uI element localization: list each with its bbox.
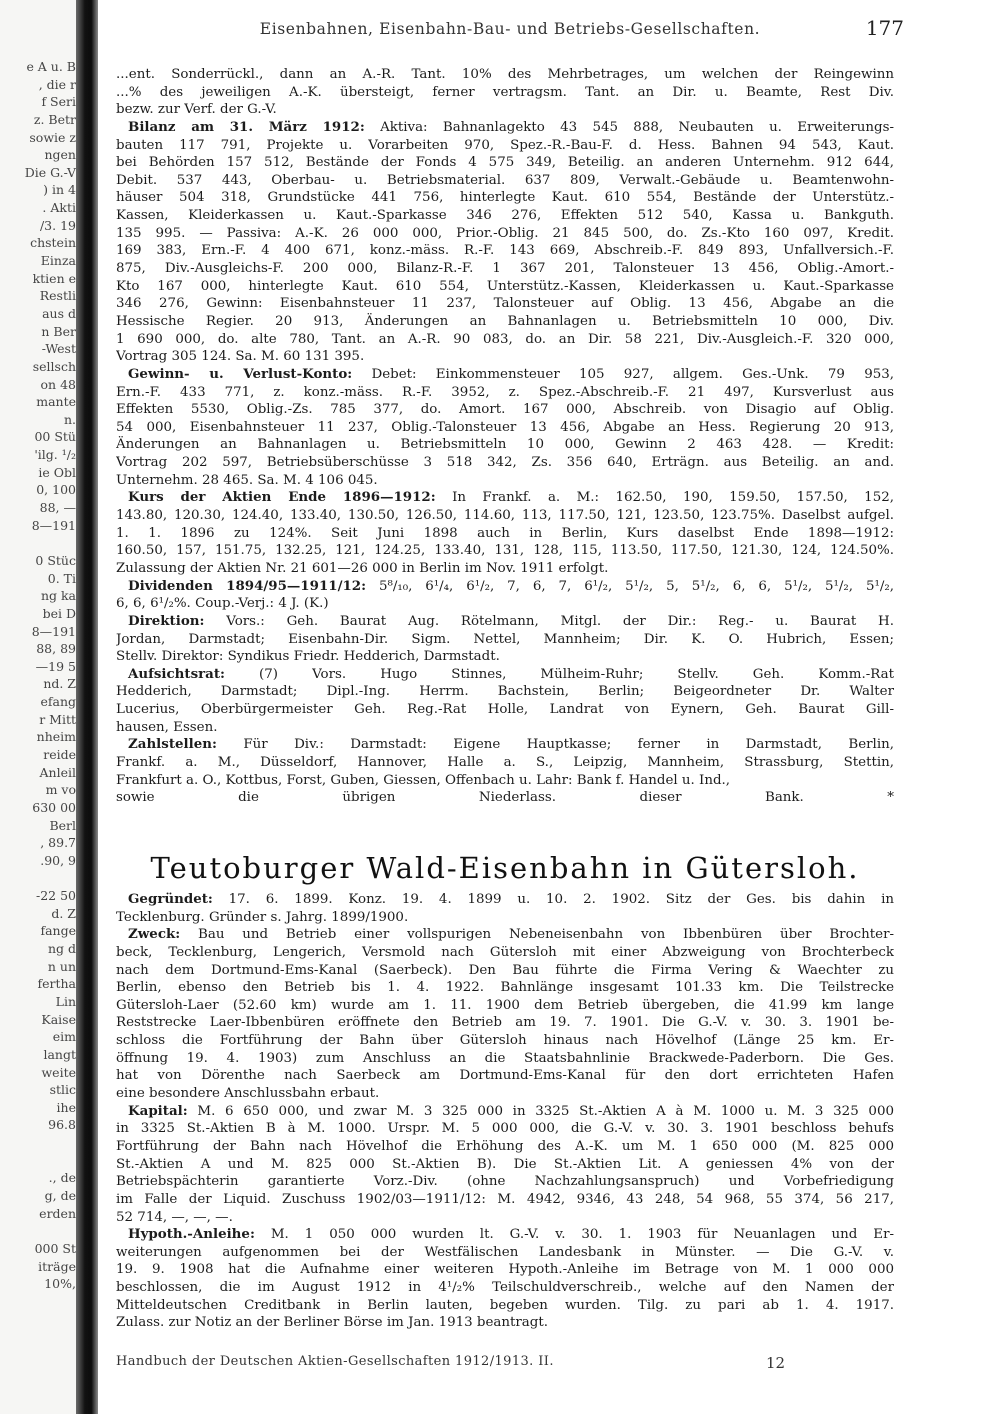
text-line: Reststrecke Laer-Ibbenbüren eröffnete den Betrieb am 19. 7. 1901. Die G.-V. v. 30. 3. 1901 be- xyxy=(116,1015,894,1031)
page-number: 177 xyxy=(865,16,904,40)
entry-keyword: Direktion: xyxy=(128,612,205,629)
adjacent-page-fragment: 000 St xyxy=(34,1240,76,1256)
text-line: Debit. 537 443, Oberbau- u. Betriebsmaterial. 637 809, Verwalt.-Gebäude u. Beamtenwohn- xyxy=(116,172,894,188)
text-line: Gütersloh-Laer (52.60 km) wurde am 1. 11. 1900 dem Betrieb übergeben, die 41.99 km lange xyxy=(116,997,894,1013)
adjacent-page-fragment: erden xyxy=(39,1205,76,1221)
text-line: Hessische Regier. 20 913, Änderungen an Bahnanlagen u. Betriebsmitteln 10 000, Div. xyxy=(116,313,894,329)
text-line: Betriebspächterin garantierte Vorz.-Div. (ohne Nachzahlungsanspruch) und Vorbefriedigung xyxy=(116,1174,894,1190)
adjacent-page-fragment: .90, 9 xyxy=(40,852,76,868)
adjacent-page-fragment: f Seri xyxy=(41,94,76,110)
adjacent-page-fragment: ngen xyxy=(44,147,76,163)
adjacent-page-fragment: nheim xyxy=(36,729,76,745)
running-header xyxy=(116,16,904,46)
text-line: 875, Div.-Ausgleichs-F. 200 000, Bilanz-R.-F. 1 367 201, Talonsteuer 13 456, Oblig.-Amort.- xyxy=(116,261,894,277)
text-line: Zulassung der Aktien Nr. 21 601—26 000 in Berlin im Nov. 1911 erfolgt. xyxy=(116,560,609,576)
text-line: im Falle der Liquid. Zuschuss 1902/03—1911/12: M. 4942, 9346, 43 248, 54 968, 55 374, 56 217, xyxy=(116,1191,894,1207)
adjacent-page-fragment: 96.8 xyxy=(48,1117,76,1133)
text-line: Änderungen an Bahnanlagen u. Betriebsmitteln 10 000, Gewinn 2 463 428. — Kredit: xyxy=(116,437,894,453)
text-line: ...ent. Sonderrückl., dann an A.-R. Tant. 10% des Mehrbetrages, um welchen der Reingewinn xyxy=(116,67,894,82)
adjacent-page-fragment: ktien e xyxy=(32,270,76,286)
text-line: Bilanz am 31. März 1912: Aktiva: Bahnanlagekto 43 545 888, Neubauten u. Erweiterungs- xyxy=(128,118,894,135)
adjacent-page-text-fragments xyxy=(0,58,80,1293)
text-line: Dividenden 1894/95—1911/12: 5⁸/₁₀, 6¹/₄, 6¹/₂, 7, 6, 7, 6¹/₂, 5¹/₂, 5, 5¹/₂, 6, 6, 5¹/₂, 5¹/₂, 5¹/₂, xyxy=(128,577,894,594)
adjacent-page-fragment: on 48 xyxy=(40,376,76,392)
text-line: ...% des jeweiligen A.-K. übersteigt, ferner vertragsm. Tant. an Dir. u. Beamte, Rest Div. xyxy=(116,84,894,100)
text-line: sowie die übrigen Niederlass. dieser Bank. * xyxy=(116,790,894,806)
adjacent-page-fragment: mante xyxy=(36,394,76,410)
adjacent-page-fragment: . Akti xyxy=(42,200,76,216)
text-line: 1. 1. 1896 zu 124%. Seit Juni 1898 auch in Berlin, Kurs daselbst Ende 1898—1912: xyxy=(116,525,894,541)
adjacent-page-fragment: iträge xyxy=(38,1258,76,1274)
text-line: Effekten 5530, Oblig.-Zs. 785 377, do. Amort. 167 000, Abschreib. von Disagio auf Oblig. xyxy=(116,402,894,418)
adjacent-page-fragment: Berl xyxy=(49,817,76,833)
adjacent-page-fragment: e A u. B xyxy=(26,59,76,74)
entry-keyword: Gewinn- u. Verlust-Konto: xyxy=(128,365,353,382)
adjacent-page-fragment: sellsch xyxy=(32,358,76,374)
company-entry-continued xyxy=(116,66,894,807)
text-line: 1 690 000, do. alte 780, Tant. an A.-R. 90 083, do. an Dir. 58 221, Div.-Ausgleich.-F. 320 000, xyxy=(116,331,894,347)
adjacent-page-margin xyxy=(0,0,86,1414)
text-line: nach dem Dortmund-Ems-Kanal (Saerbeck). Den Bau führte die Firma Vering & Waechter zu xyxy=(116,962,894,978)
adjacent-page-fragment: n Ber xyxy=(41,323,76,339)
adjacent-page-fragment xyxy=(0,1134,80,1152)
text-line: Ern.-F. 433 771, z. konz.-mäss. R.-F. 3952, z. Spez.-Abschreib.-F. 21 497, Kursverlust aus xyxy=(116,384,894,400)
adjacent-page-fragment: 'ilg. ¹/₂ xyxy=(34,447,76,463)
adjacent-page-fragment: —19 5 xyxy=(35,658,76,674)
adjacent-page-fragment: 0 Stüc xyxy=(35,552,76,568)
adjacent-page-fragment xyxy=(0,1222,80,1240)
text-line: Aufsichtsrat: (7) Vors. Hugo Stinnes, Mülheim-Ruhr; Stellv. Geh. Komm.-Rat xyxy=(128,665,894,682)
text-line: häuser 504 318, Grundstücke 441 756, hinterlegte Kaut. 610 554, Bestände der Unterstütz.- xyxy=(116,190,894,206)
text-line: bauten 117 791, Projekte u. Vorarbeiten 970, Spez.-R.-Bau-F. d. Hess. Bahnen 94 543, Kaut. xyxy=(116,137,894,153)
adjacent-page-fragment: n. xyxy=(63,411,76,427)
adjacent-page-fragment: ., de xyxy=(48,1170,76,1186)
adjacent-page-fragment: weite xyxy=(41,1064,76,1080)
text-line: hat von Dörenthe nach Saerbeck am Dortmund-Ems-Kanal für den dort errichteten Hafen xyxy=(116,1068,894,1084)
adjacent-page-fragment: -22 50 xyxy=(35,888,76,904)
adjacent-page-fragment: sowie z xyxy=(29,129,76,145)
adjacent-page-fragment: 88, 89 xyxy=(36,641,76,657)
footer-signature-mark: 12 xyxy=(766,1354,786,1372)
adjacent-page-fragment: 8—191 xyxy=(31,517,76,533)
text-line: bei Behörden 157 512, Bestände der Fonds 4 575 349, Beteilig. an anderen Unternehm. 912 644, xyxy=(116,155,894,171)
text-line: 19. 9. 1908 hat die Aufnahme einer weiteren Hypoth.-Anleihe im Betrage von M. 1 000 000 xyxy=(116,1262,894,1278)
text-line: Berlin, ebenso den Betrieb bis 1. 4. 1922. Bahnlänge insgesamt 101.33 km. Die Teilstrecke xyxy=(116,980,894,996)
adjacent-page-fragment: Kaise xyxy=(41,1011,76,1027)
footer-publication-title: Handbuch der Deutschen Aktien-Gesellschaften 1912/1913. II. xyxy=(116,1354,554,1369)
text-line: eine besondere Anschlussbahn erbaut. xyxy=(116,1086,380,1102)
text-line: Mitteldeutschen Creditbank in Berlin lauten, begeben wurden. Tilg. zu pari ab 1. 4. 1917. xyxy=(116,1297,894,1313)
text-line: Zahlstellen: Für Div.: Darmstadt: Eigene Hauptkasse; ferner in Darmstadt, Berlin, xyxy=(128,736,894,753)
adjacent-page-fragment: ie Obl xyxy=(38,464,76,480)
adjacent-page-fragment: fertha xyxy=(37,976,76,992)
text-line: Direktion: Vors.: Geh. Baurat Aug. Rötelmann, Mitgl. der Dir.: Reg.- u. Baurat H. xyxy=(128,612,894,629)
entry-keyword: Zahlstellen: xyxy=(128,736,217,753)
text-line: Jordan, Darmstadt; Eisenbahn-Dir. Sigm. Nettel, Mannheim; Dir. K. O. Hubrich, Essen; xyxy=(116,631,894,647)
text-line: schloss die Fortführung der Bahn über Gütersloh hinaus nach Hövelhof (Länge 25 km. Er- xyxy=(116,1033,894,1049)
text-line: in 3325 St.-Aktien B à M. 1000. Urspr. M. 5 000 000, die G.-V. v. 30. 3. 1901 beschloss behufs xyxy=(116,1121,894,1137)
entry-keyword: Gegründet: xyxy=(128,891,213,907)
adjacent-page-fragment: z. Betr xyxy=(33,111,76,127)
text-line: Tecklenburg. Gründer s. Jahrg. 1899/1900. xyxy=(116,909,409,925)
entry-keyword: Aufsichtsrat: xyxy=(128,665,225,682)
adjacent-page-fragment: , 89.7 xyxy=(40,835,76,851)
text-line: Kurs der Aktien Ende 1896—1912: In Frankf. a. M.: 162.50, 190, 159.50, 157.50, 152, xyxy=(128,489,894,506)
text-line: beck, Tecklenburg, Lengerich, Versmold nach Gütersloh mit einer Abzweigung von Brochterbeck xyxy=(116,944,894,960)
adjacent-page-fragment xyxy=(0,1152,80,1170)
adjacent-page-fragment: 10%, xyxy=(44,1276,76,1292)
text-line: 6, 6, 6¹/₂%. Coup.-Verj.: 4 J. (K.) xyxy=(116,596,329,612)
text-line: Stellv. Direktor: Syndikus Friedr. Hedderich, Darmstadt. xyxy=(116,649,500,665)
book-gutter-shadow xyxy=(76,0,98,1414)
adjacent-page-fragment: 0. Ti xyxy=(47,570,76,586)
text-line: weiterungen aufgenommen bei der Westfälischen Landesbank in Münster. — Die G.-V. v. xyxy=(116,1244,894,1260)
adjacent-page-fragment: m vo xyxy=(45,782,76,798)
text-line: Vortrag 202 597, Betriebsüberschüsse 3 518 342, Zs. 356 640, Erträgn. aus Beteilig. an and. xyxy=(116,455,894,471)
adjacent-page-fragment: reide xyxy=(43,746,76,762)
adjacent-page-fragment: Anleil xyxy=(39,764,76,780)
running-title: Eisenbahnen, Eisenbahn-Bau- und Betriebs-Gesellschaften. xyxy=(259,20,761,38)
text-line: 160.50, 157, 151.75, 132.25, 121, 124.25, 133.40, 131, 128, 115, 113.50, 117.50, 121.30, 124, 124.50%. xyxy=(116,543,894,559)
adjacent-page-fragment: 88, — xyxy=(39,500,76,516)
adjacent-page-fragment: 00 Stü xyxy=(34,429,76,445)
text-line: öffnung 19. 4. 1903) zum Anschluss an die Staatsbahnlinie Brackwede-Paderborn. Die Ges. xyxy=(116,1050,894,1066)
adjacent-page-fragment: langt xyxy=(43,1046,76,1062)
entry-keyword: Kapital: xyxy=(128,1102,188,1119)
adjacent-page-fragment: fange xyxy=(40,923,76,939)
text-line: Zulass. zur Notiz an der Berliner Börse im Jan. 1913 beantragt. xyxy=(116,1315,548,1331)
adjacent-page-fragment: Die G.-V xyxy=(24,164,76,180)
adjacent-page-fragment: 8—191 xyxy=(31,623,76,639)
text-line: Hedderich, Darmstadt; Dipl.-Ing. Herrm. Bachstein, Berlin; Beigeordneter Dr. Walter xyxy=(116,684,894,700)
text-line: Frankfurt a. O., Kottbus, Forst, Guben, Giessen, Offenbach u. Lahr: Bank f. Handel u. Ind., xyxy=(116,772,731,788)
text-line: Gegründet: 17. 6. 1899. Konz. 19. 4. 1899 u. 10. 2. 1902. Sitz der Ges. bis dahin in xyxy=(128,891,894,907)
company-section-title: Teutoburger Wald-Eisenbahn in Gütersloh. xyxy=(150,851,860,885)
text-line: 143.80, 120.30, 124.40, 133.40, 130.50, 126.50, 114.60, 113, 117.50, 121, 123.50, 123.75%. Daselbst aufgel. xyxy=(116,508,894,524)
adjacent-page-fragment: ) in 4 xyxy=(43,182,76,198)
adjacent-page-fragment: Restli xyxy=(39,288,76,304)
text-line: bezw. zur Verf. der G.-V. xyxy=(116,102,277,118)
adjacent-page-fragment: ng ka xyxy=(40,588,76,604)
text-line: 52 714, —, —, —. xyxy=(116,1209,233,1225)
adjacent-page-fragment xyxy=(0,534,80,552)
adjacent-page-fragment: bei D xyxy=(42,605,76,621)
entry-keyword: Hypoth.-Anleihe: xyxy=(128,1226,255,1243)
page-footer xyxy=(116,1354,894,1374)
adjacent-page-fragment: r Mitt xyxy=(39,711,76,727)
text-line: Unternehm. 28 465. Sa. M. 4 106 045. xyxy=(116,472,378,488)
text-line: hausen, Essen. xyxy=(116,719,218,735)
adjacent-page-fragment: nd. Z xyxy=(43,676,76,692)
adjacent-page-fragment: /3. 19 xyxy=(39,217,76,233)
adjacent-page-fragment: chstein xyxy=(30,235,76,251)
text-line: Vortrag 305 124. Sa. M. 60 131 395. xyxy=(116,349,365,365)
adjacent-page-fragment: -West xyxy=(41,341,76,357)
adjacent-page-fragment: eim xyxy=(52,1029,76,1045)
adjacent-page-fragment: ng d xyxy=(47,941,76,957)
adjacent-page-fragment: aus d xyxy=(42,305,76,321)
text-line: Lucerius, Oberbürgermeister Geh. Reg.-Rat Holle, Landrat von Eynern, Geh. Baurat Gill- xyxy=(116,702,894,718)
text-line: Fortführung der Bahn nach Hövelhof die Erhöhung des A.-K. um M. 1 650 000 (M. 825 000 xyxy=(116,1138,894,1154)
text-line: 346 276, Gewinn: Eisenbahnsteuer 11 237, Talonsteuer auf Oblig. 13 456, Abgabe an die xyxy=(116,296,894,312)
text-line: St.-Aktien A und M. 825 000 St.-Aktien B). Die St.-Aktien Lit. A geniessen 4% von der xyxy=(116,1156,894,1172)
entry-keyword: Bilanz am 31. März 1912: xyxy=(128,118,365,135)
entry-keyword: Dividenden 1894/95—1911/12: xyxy=(128,577,367,594)
text-line: Kapital: M. 6 650 000, und zwar M. 3 325 000 in 3325 St.-Aktien A à M. 1000 u. M. 3 325 000 xyxy=(128,1102,894,1119)
adjacent-page-fragment: 630 00 xyxy=(32,799,76,815)
adjacent-page-fragment: , die r xyxy=(38,76,76,92)
text-line: Kassen, Kleiderkassen u. Kaut.-Sparkasse 346 276, Effekten 512 540, Kassa u. Bankguth. xyxy=(116,208,894,224)
company-entry-teutoburger xyxy=(116,891,894,1332)
entry-keyword: Kurs der Aktien Ende 1896—1912: xyxy=(128,489,436,506)
text-line: Gewinn- u. Verlust-Konto: Debet: Einkommensteuer 105 927, allgem. Ges.-Unk. 79 953, xyxy=(128,365,894,382)
text-line: Kto 167 000, hinterlegte Kaut. 610 554, Unterstütz.-Kassen, Kleiderkassen u. Kaut.-Sparkasse xyxy=(116,278,894,294)
adjacent-page-fragment: 0, 100 xyxy=(36,482,76,498)
text-line: 169 383, Ern.-F. 4 400 671, konz.-mäss. R.-F. 143 669, Abschreib.-F. 849 893, Unfallversich.-F. xyxy=(116,243,894,259)
adjacent-page-fragment: g, de xyxy=(44,1188,76,1203)
adjacent-page-fragment: stlic xyxy=(49,1082,76,1098)
text-line: 54 000, Eisenbahnsteuer 11 237, Oblig.-Talonsteuer 13 456, Abgabe an Hess. Regierung 20 913, xyxy=(116,419,894,435)
text-line: beschlossen, die im August 1912 in 4¹/₂% Teilschuldverschreib., welche auf den Namen der xyxy=(116,1280,894,1296)
adjacent-page-fragment: n un xyxy=(47,958,76,974)
entry-keyword: Zweck: xyxy=(128,926,181,943)
text-line: Hypoth.-Anleihe: M. 1 050 000 wurden lt. G.-V. v. 30. 1. 1903 für Neuanlagen und Er- xyxy=(128,1226,894,1243)
text-line: Frankf. a. M., Düsseldorf, Hannover, Halle a. S., Leipzig, Mannheim, Strassburg, Stettin, xyxy=(116,754,894,770)
text-line: Zweck: Bau und Betrieb einer vollspurigen Nebeneisenbahn von Ibbenbüren über Brochter- xyxy=(128,926,894,943)
adjacent-page-fragment: Lin xyxy=(55,993,76,1009)
adjacent-page-fragment: ihe xyxy=(56,1099,76,1115)
adjacent-page-fragment: efang xyxy=(40,694,76,710)
adjacent-page-fragment: Einza xyxy=(40,253,76,269)
text-line: 135 995. — Passiva: A.-K. 26 000 000, Prior.-Oblig. 21 845 500, do. Zs.-Kto 160 097, Kredit. xyxy=(116,225,894,241)
adjacent-page-fragment xyxy=(0,869,80,887)
adjacent-page-fragment: d. Z xyxy=(51,905,76,921)
